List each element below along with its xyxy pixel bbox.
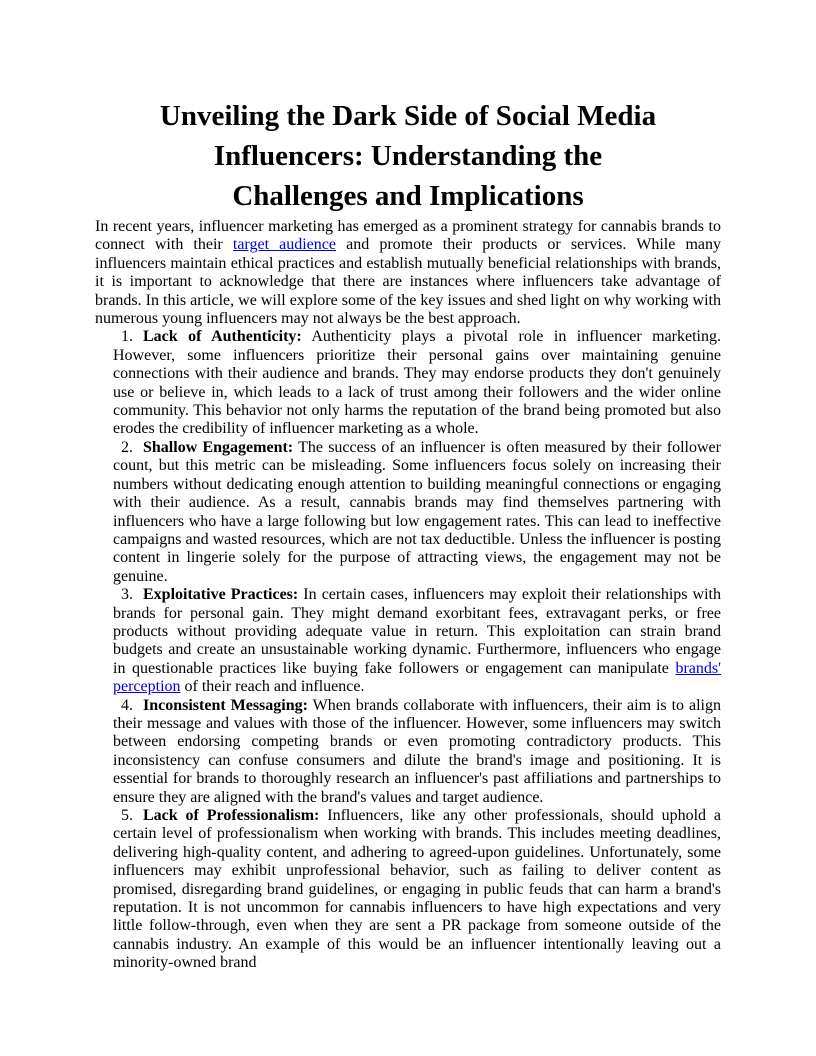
title-line-1: Unveiling the Dark Side of Social Media — [159, 100, 657, 132]
item-label: Lack of Authenticity: — [143, 328, 302, 346]
intro-paragraph — [95, 218, 721, 328]
intro-text-after-link: and promote their products or services. While many influencers maintain ethical practices and establish mutually beneficial relationships with brands, it is important to acknowledge that there are instances where influencers take advantage of brands. In this article, we will explore some of the key issues and shed light on why working with numerous young influencers may not always be the best approach. — [95, 236, 721, 328]
item-label: Inconsistent Messaging: — [143, 696, 308, 714]
item-number: 4. — [121, 696, 133, 714]
item-text: When brands collaborate with influencers, their aim is to align their message and values with those of the influencer. However, some influencers may switch between endorsing competing brands or even promoting contradictory products. This inconsistency can confuse consumers and dilute the brand's image and positioning. It is essential for brands to thoroughly research an influencer's past affiliations and partnerships to ensure they are aligned with the brand's values and target audience. — [113, 696, 721, 806]
document-title — [95, 96, 721, 216]
list-item-exploitative-practices — [113, 586, 721, 696]
item-text-after-link: of their reach and influence. — [180, 678, 365, 696]
item-text-before-link: In certain cases, influencers may exploit their relationships with brands for personal gain. They might demand exorbitant fees, extravagant perks, or free products without providing adequate value in return. This exploitation can strain brand budgets and create an unsustainable working dynamic. Furthermore, influencers who engage in questionable practices like buying fake followers or engagement can manipulate — [113, 586, 721, 677]
list-item-shallow-engagement — [113, 439, 721, 586]
item-number: 1. — [121, 328, 133, 346]
target-audience-link[interactable]: target audience — [232, 236, 336, 254]
item-label: Shallow Engagement: — [143, 438, 294, 456]
list-item-lack-of-authenticity — [113, 328, 721, 438]
brands-perception-link[interactable]: brands' perception — [113, 659, 721, 696]
item-number: 5. — [121, 807, 133, 824]
item-label: Lack of Professionalism: — [143, 807, 320, 824]
list-item-inconsistent-messaging — [113, 697, 721, 807]
item-number: 3. — [121, 586, 133, 604]
item-label: Exploitative Practices: — [143, 586, 299, 604]
intro-text-before-link: In recent years, influencer marketing has emerged as a prominent strategy for cannabis brands to connect with their — [95, 218, 721, 254]
item-number: 2. — [121, 438, 133, 456]
list-item-lack-of-professionalism — [113, 807, 721, 973]
item-text: The success of an influencer is often measured by their follower count, but this metric can be misleading. Some influencers focus solely on increasing their numbers without dedicating enough attention to building meaningful connections or engaging with their audience. As a result, cannabis brands may find themselves partnering with influencers who have a large following but low engagement rates. This can lead to ineffective campaigns and wasted resources, which are not tax deductible. Unless the influencer is posting content in lingerie solely for the purpose of attracting views, the engagement may not be genuine. — [113, 438, 721, 585]
item-text: Authenticity plays a pivotal role in influencer marketing. However, some influencers prioritize their personal gains over maintaining genuine connections with their audience and brands. They may endorse products they don't genuinely use or believe in, which leads to a lack of trust among their followers and the wider online community. This behavior not only harms the reputation of the brand being promoted but also erodes the credibility of influencer marketing as a whole. — [113, 328, 721, 438]
title-line-3: Challenges and Implications — [232, 180, 584, 212]
title-line-2: Influencers: Understanding the — [213, 140, 603, 172]
item-text: Influencers, like any other professionals, should uphold a certain level of professionalism when working with brands. This includes meeting deadlines, delivering high-quality content, and adhering to agreed-upon guidelines. Unfortunately, some influencers may exhibit unprofessional behavior, such as failing to deliver content as promised, disregarding brand guidelines, or engaging in public feuds that can harm a brand's reputation. It is not uncommon for cannabis influencers to have high expectations and very little follow-through, even when they are sent a PR package from someone outside of the cannabis industry. An example of this would be an influencer intentionally leaving out a minority-owned brand — [113, 807, 721, 972]
numbered-list — [95, 328, 721, 972]
